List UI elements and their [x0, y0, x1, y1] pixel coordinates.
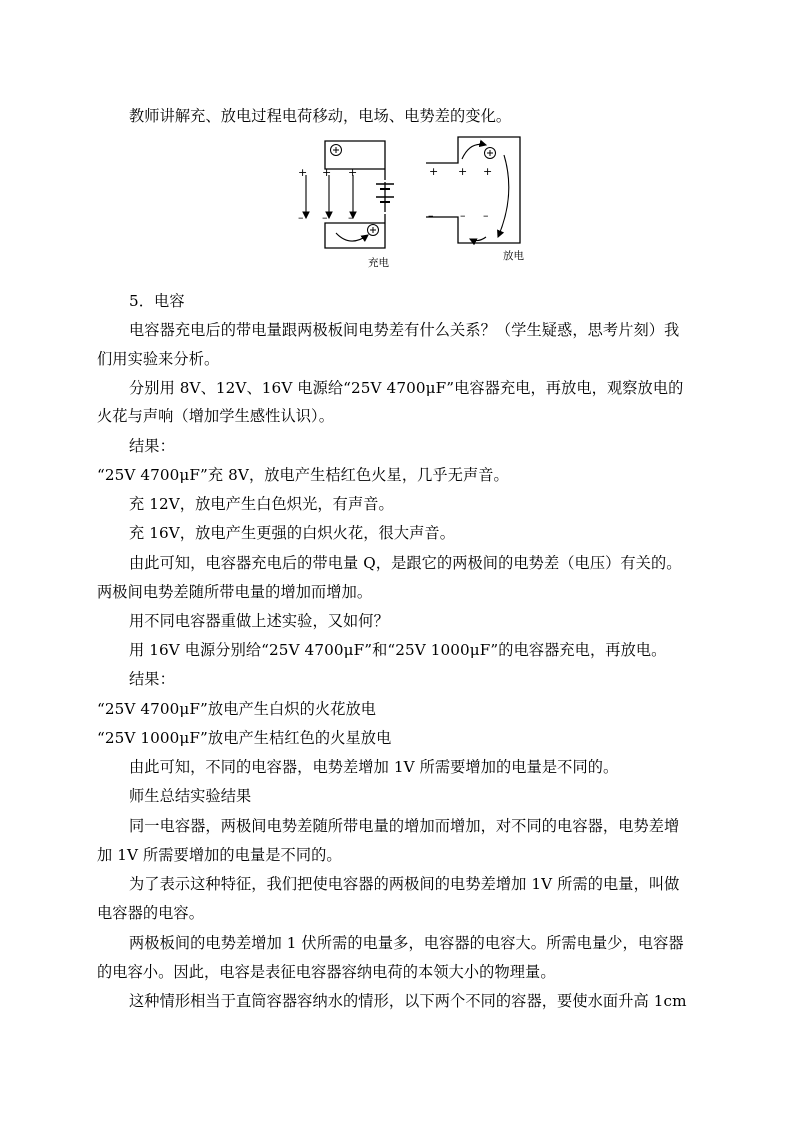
charging-diagram	[298, 141, 394, 269]
paragraph-line: 们用实验来分析。	[97, 350, 220, 368]
paragraph-line: 用 16V 电源分别给“25V 4700μF”和“25V 1000μF”的电容器充电，再放电。	[129, 641, 667, 659]
paragraph-line: 电容器的电容。	[97, 904, 205, 922]
paragraph-line: 由此可知，电容器充电后的带电量 Q，是跟它的两极间的电势差（电压）有关的。	[129, 554, 682, 572]
paragraph-line: “25V 1000μF”放电产生桔红色的火星放电	[97, 729, 392, 747]
paragraph-line: 两极间电势差随所带电量的增加而增加。	[97, 583, 373, 601]
minus-sign: –	[483, 209, 489, 222]
paragraph-line: 分别用 8V、12V、16V 电源给“25V 4700μF”电容器充电，再放电，观察放电的	[129, 379, 684, 397]
paragraph-line: 充 16V，放电产生更强的白炽火花，很大声音。	[129, 524, 455, 542]
discharging-diagram	[426, 137, 524, 262]
discharge-circuit	[426, 137, 520, 243]
intro-text: 教师讲解充、放电过程电荷移动，电场、电势差的变化。	[129, 107, 512, 125]
paragraph-line: 火花与声响（增加学生感性认识）。	[97, 407, 334, 425]
plus-sign: +	[348, 166, 358, 179]
paragraph-line: 由此可知，不同的电容器，电势差增加 1V 所需要增加的电量是不同的。	[129, 758, 619, 776]
discharge-caption: 放电	[503, 250, 524, 262]
plus-sign: +	[483, 165, 493, 178]
section-heading: 5．电容	[129, 292, 185, 310]
paragraph-line: 结果：	[129, 670, 175, 688]
paragraph-line: 用不同电容器重做上述实验，又如何？	[129, 612, 389, 630]
charge-caption: 充电	[368, 257, 389, 269]
paragraph-line: 为了表示这种特征，我们把使电容器的两极间的电势差增加 1V 所需的电量，叫做	[129, 875, 680, 893]
field-arrows	[306, 175, 353, 218]
discharge-flow-arrow	[498, 155, 509, 237]
positive-charge-icon	[368, 225, 379, 236]
positive-charge-icon	[331, 145, 342, 156]
plus-sign: +	[322, 166, 332, 179]
charge-discharge-figure	[290, 133, 550, 273]
discharge-flow-arrow	[470, 237, 486, 241]
paragraph-line: 师生总结实验结果	[129, 787, 252, 805]
charge-flow-arrow	[336, 233, 368, 241]
minus-sign: –	[460, 209, 466, 222]
minus-sign: –	[298, 211, 304, 224]
paragraph-line: 电容器充电后的带电量跟两极板间电势差有什么关系？（学生疑惑，思考片刻）我	[129, 321, 680, 339]
paragraph-line: “25V 4700μF”放电产生白炽的火花放电	[97, 700, 377, 718]
paragraph-line: 两极板间的电势差增加 1 伏所需的电量多，电容器的电容大。所需电量少，电容器	[129, 934, 684, 952]
paragraph-line: 充 12V，放电产生白色炽光，有声音。	[129, 495, 394, 513]
plus-sign: +	[298, 166, 308, 179]
paragraph-line: “25V 4700μF”充 8V，放电产生桔红色火星，几乎无声音。	[97, 466, 509, 484]
minus-sign: –	[348, 211, 354, 224]
plus-sign: +	[429, 165, 439, 178]
minus-sign: –	[322, 211, 328, 224]
minus-sign: –	[428, 209, 434, 222]
discharge-flow-arrow	[462, 144, 486, 159]
paragraph-line: 同一电容器，两极间电势差随所带电量的增加而增加，对不同的电容器，电势差增	[129, 817, 680, 835]
paragraph-line: 这种情形相当于直筒容器容纳水的情形，以下两个不同的容器，要使水面升高 1cm	[129, 992, 687, 1010]
paragraph-line: 加 1V 所需要增加的电量是不同的。	[97, 846, 342, 864]
paragraph-line: 结果：	[129, 437, 175, 455]
paragraph-line: 的电容小。因此，电容是表征电容器容纳电荷的本领大小的物理量。	[97, 963, 556, 981]
positive-charge-icon	[485, 148, 496, 159]
plus-sign: +	[458, 165, 468, 178]
